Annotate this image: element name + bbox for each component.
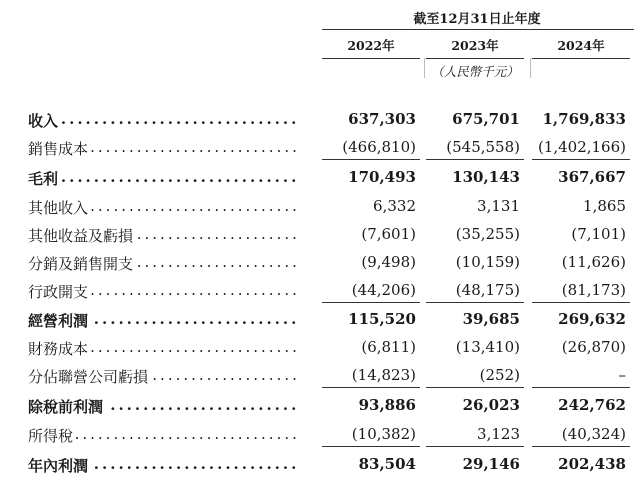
cell-value: – [618,366,626,384]
cell-value: 242,762 [558,396,626,414]
cell-value: (40,324) [561,425,626,443]
cell-value: (11,626) [561,253,626,271]
cell-value: 202,438 [558,455,626,473]
subtotal-rule [532,446,630,447]
table-row [0,106,640,134]
table-row [0,334,640,362]
row-label-text: 所得稅 [28,427,76,445]
cell-value: 29,146 [462,455,520,473]
subtotal-rule [426,387,524,388]
cell-value: 170,493 [348,168,416,186]
cell-value: (10,159) [455,253,520,271]
subtotal-rule [322,159,420,160]
subtotal-rule [426,302,524,303]
table-row [0,421,640,449]
cell-value: (26,870) [561,338,626,356]
row-label [28,310,300,331]
subtotal-rule [426,446,524,447]
cell-value: 26,023 [462,396,520,414]
cell-value: 115,520 [348,310,416,328]
year-header-2024: 2024年 [557,38,605,53]
row-label-text: 除稅前利潤 [28,398,106,416]
table-row [0,392,640,420]
table-row [0,362,640,390]
cell-value: 1,769,833 [542,110,626,128]
cell-value: (9,498) [361,253,416,271]
cell-value: (48,175) [455,281,520,299]
row-label-text: 毛利 [28,170,61,188]
row-label [28,225,300,246]
cell-value: 1,865 [583,197,626,215]
column-divider [530,58,531,78]
row-label-text: 銷售成本 [28,140,91,158]
cell-value: (1,402,166) [537,138,626,156]
row-label [28,425,300,446]
subtotal-rule [322,446,420,447]
table-row [0,451,640,479]
period-heading: 截至12月31日止年度 [413,12,541,27]
subtotal-rule [532,387,630,388]
table-row [0,193,640,221]
cell-value: (81,173) [561,281,626,299]
cell-value: 130,143 [452,168,520,186]
row-label [28,396,300,417]
row-label [28,455,300,476]
cell-value: (44,206) [351,281,416,299]
row-label-text: 其他收入 [28,199,91,217]
row-label [28,281,300,302]
cell-value: (14,823) [351,366,416,384]
subtotal-rule [322,387,420,388]
year-underline [322,58,420,59]
year-header-2022: 2022年 [347,38,395,53]
row-label-text: 其他收益及虧損 [28,227,136,245]
row-label [28,110,300,131]
cell-value: 93,886 [358,396,416,414]
subtotal-rule [532,159,630,160]
table-row [0,164,640,192]
year-header-2023: 2023年 [451,38,499,53]
row-label [28,138,300,159]
table-row [0,249,640,277]
row-label-text: 行政開支 [28,283,91,301]
row-label [28,338,300,359]
table-row [0,306,640,334]
row-label-text: 分佔聯營公司虧損 [28,368,151,386]
table-row [0,221,640,249]
cell-value: 675,701 [452,110,520,128]
year-underline [532,58,630,59]
cell-value: (35,255) [455,225,520,243]
subtotal-rule [322,302,420,303]
row-label-text: 分銷及銷售開支 [28,255,136,273]
cell-value: 3,131 [477,197,520,215]
row-label [28,168,300,189]
table-row [0,277,640,305]
cell-value: (252) [479,366,520,384]
subtotal-rule [426,159,524,160]
cell-value: (13,410) [455,338,520,356]
cell-value: 637,303 [348,110,416,128]
table-row [0,134,640,162]
row-label-text: 經營利潤 [28,312,91,330]
row-label [28,366,300,387]
cell-value: (10,382) [351,425,416,443]
cell-value: 3,123 [477,425,520,443]
cell-value: (6,811) [361,338,416,356]
cell-value: (466,810) [342,138,416,156]
period-underline [322,29,634,30]
cell-value: 39,685 [462,310,520,328]
cell-value: (7,601) [361,225,416,243]
row-label-text: 財務成本 [28,340,91,358]
row-label-text: 收入 [28,112,61,130]
cell-value: 269,632 [558,310,626,328]
unit-label: （人民幣千元） [431,64,519,79]
row-label-text: 年內利潤 [28,457,91,475]
row-label [28,197,300,218]
cell-value: (545,558) [446,138,520,156]
cell-value: 83,504 [358,455,416,473]
cell-value: 6,332 [373,197,416,215]
cell-value: (7,101) [571,225,626,243]
row-label [28,253,300,274]
subtotal-rule [532,302,630,303]
year-underline [426,58,524,59]
cell-value: 367,667 [558,168,626,186]
